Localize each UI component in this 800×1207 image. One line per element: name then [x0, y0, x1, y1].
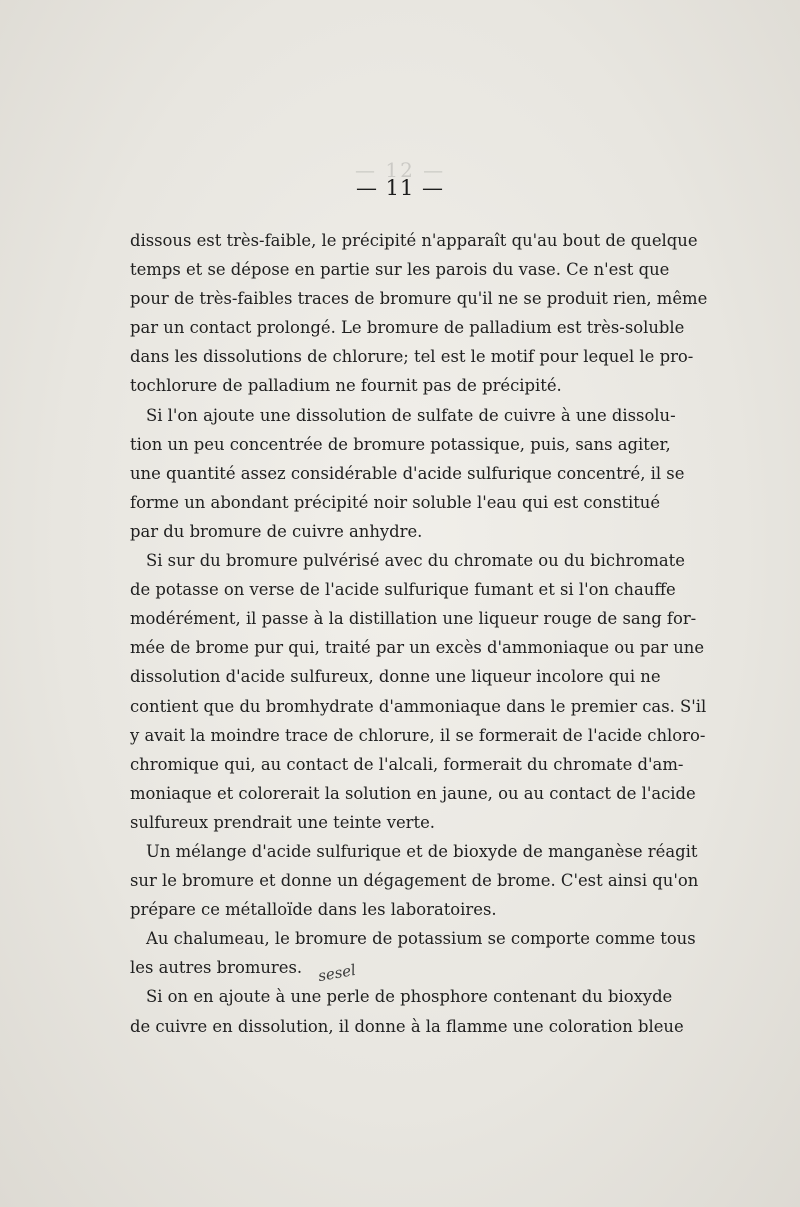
text-line: dissous est très-faible, le précipité n'apparaît qu'au bout de quelque — [130, 231, 698, 250]
bleed-through-page-number: — 12 — — [355, 158, 446, 182]
text-line: Si on en ajoute à une perle de phosphore contenant du bioxyde — [146, 987, 673, 1007]
text-line: Au chalumeau, le bromure de potassium se comporte comme tous — [146, 929, 696, 949]
text-line: par du bromure de cuivre anhydre. — [130, 521, 423, 541]
text-line: chromique qui, au contact de l'alcali, formerait du chromate d'am- — [130, 754, 684, 774]
text-line: sur le bromure et donne un dégagement de brome. C'est ainsi qu'on — [130, 871, 699, 891]
text-line: tion un peu concentrée de bromure potassique, puis, sans agiter, — [130, 434, 671, 454]
handwritten-annotation: sesel — [316, 960, 358, 986]
text-line: tochlorure de palladium ne fournit pas de précipité. — [130, 376, 562, 396]
body-text — [130, 226, 708, 1041]
text-line: Un mélange d'acide sulfurique et de bioxyde de manganèse réagit — [146, 841, 698, 861]
text-line: mée de brome pur qui, traité par un excès d'ammoniaque ou par une — [130, 638, 705, 658]
text-line: moniaque et colorerait la solution en jaune, ou au contact de l'acide — [130, 783, 696, 803]
text-line: y avait la moindre trace de chlorure, il se formerait de l'acide chloro- — [130, 725, 706, 745]
text-line: sulfureux prendrait une teinte verte. — [130, 812, 435, 832]
text-line: dans les dissolutions de chlorure; tel est le motif pour lequel le pro- — [130, 347, 694, 367]
text-line: modérément, il passe à la distillation une liqueur rouge de sang for- — [130, 609, 697, 629]
text-line: de cuivre en dissolution, il donne à la flamme une coloration bleue — [130, 1016, 684, 1036]
text-line: Si l'on ajoute une dissolution de sulfate de cuivre à une dissolu- — [146, 405, 676, 425]
text-line: forme un abondant précipité noir soluble l'eau qui est constitué — [130, 492, 661, 512]
text-line: par un contact prolongé. Le bromure de palladium est très-soluble — [130, 318, 685, 338]
text-line: les autres bromures. — [130, 958, 303, 978]
text-line: Si sur du bromure pulvérisé avec du chromate ou du bichromate — [146, 551, 685, 571]
text-line: dissolution d'acide sulfureux, donne une liqueur incolore qui ne — [130, 667, 661, 687]
text-line: une quantité assez considérable d'acide sulfurique concentré, il se — [130, 463, 685, 483]
page-number: — 11 — — [355, 176, 445, 200]
text-line: prépare ce métalloïde dans les laboratoires. — [130, 900, 497, 920]
text-line: de potasse on verse de l'acide sulfurique fumant et si l'on chauffe — [130, 580, 676, 600]
text-line: temps et se dépose en partie sur les parois du vase. Ce n'est que — [130, 260, 670, 280]
text-line: contient que du bromhydrate d'ammoniaque dans le premier cas. S'il — [130, 696, 707, 716]
text-line: pour de très-faibles traces de bromure qu'il ne se produit rien, même — [130, 289, 708, 309]
